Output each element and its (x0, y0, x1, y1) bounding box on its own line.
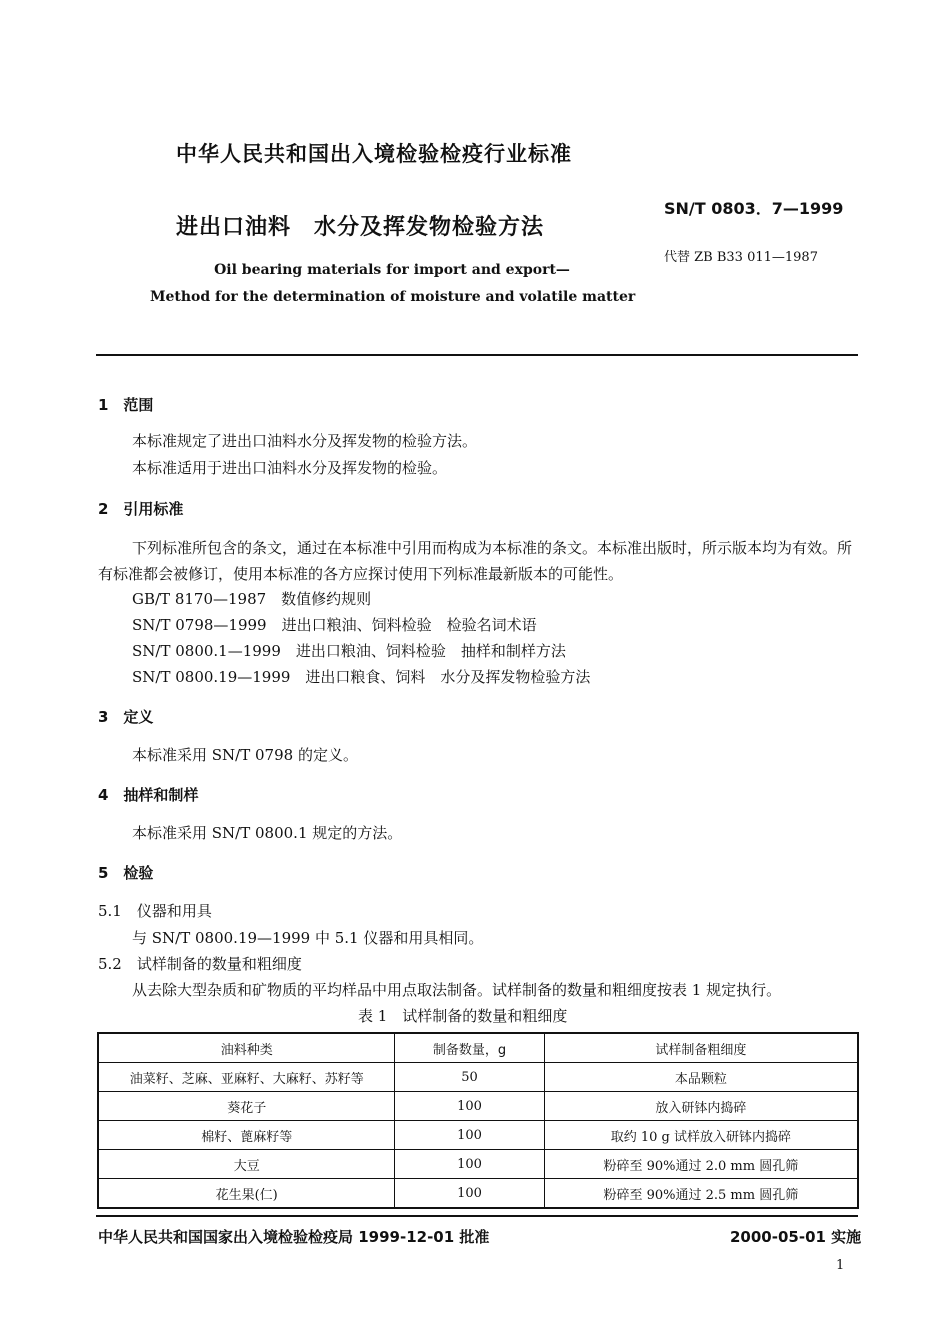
table-cell: 大豆 (98, 1150, 395, 1179)
table-cell: 100 (395, 1179, 544, 1209)
table-cell: 粉碎至 90%通过 2.0 mm 圆孔筛 (544, 1150, 858, 1179)
table-row (98, 1179, 858, 1209)
section-5-2-line: 从去除大型杂质和矿物质的平均样品中用点取法制备。试样制备的数量和粗细度按表 1 规定执行。 (132, 981, 782, 999)
section-5-heading: 5 检验 (98, 864, 154, 882)
section-2-paragraph: 下列标准所包含的条文，通过在本标准中引用而构成为本标准的条文。本标准出版时，所示版本均为有效。所有标准都会被修订，使用本标准的各方应探讨使用下列标准最新版本的可能性。 (98, 539, 853, 583)
table-cell: 100 (395, 1121, 544, 1150)
section-5-1-heading: 5.1 仪器和用具 (98, 902, 212, 920)
table-row (98, 1092, 858, 1121)
reference-1: GB/T 8170—1987 数值修约规则 (132, 590, 372, 608)
section-3-heading: 3 定义 (98, 708, 154, 726)
section-4-heading: 4 抽样和制样 (98, 786, 199, 804)
table-cell: 本品颗粒 (544, 1063, 858, 1092)
section-4-line: 本标准采用 SN/T 0800.1 规定的方法。 (132, 824, 403, 842)
table-header-row (98, 1033, 858, 1063)
table-header-cell: 油料种类 (98, 1033, 395, 1063)
section-1-line-2: 本标准适用于进出口油料水分及挥发物的检验。 (132, 459, 448, 477)
table-cell: 取约 10 g 试样放入研钵内捣碎 (544, 1121, 858, 1150)
table-cell: 葵花子 (98, 1092, 395, 1121)
document-title-en-line1: Oil bearing materials for import and export— (214, 262, 570, 278)
header-divider (96, 354, 858, 356)
section-5-2-heading: 5.2 试样制备的数量和粗细度 (98, 955, 302, 973)
footer-divider (96, 1215, 858, 1217)
table-cell: 油菜籽、芝麻、亚麻籽、大麻籽、苏籽等 (98, 1063, 395, 1092)
table-caption: 表 1 试样制备的数量和粗细度 (358, 1007, 568, 1025)
reference-2: SN/T 0798—1999 进出口粮油、饲料检验 检验名词术语 (132, 616, 537, 634)
table-header-cell: 制备数量，g (395, 1033, 544, 1063)
implementation-date: 2000-05-01 实施 (730, 1228, 862, 1246)
standard-code: SN/T 0803．7—1999 (664, 199, 844, 218)
table-cell: 50 (395, 1063, 544, 1092)
table-cell: 花生果(仁) (98, 1179, 395, 1209)
table-cell: 放入研钵内捣碎 (544, 1092, 858, 1121)
section-5-1-line: 与 SN/T 0800.19—1999 中 5.1 仪器和用具相同。 (132, 929, 484, 947)
document-title-en-line2: Method for the determination of moisture and volatile matter (150, 289, 636, 305)
section-1-line-1: 本标准规定了进出口油料水分及挥发物的检验方法。 (132, 432, 478, 450)
table-cell: 100 (395, 1150, 544, 1179)
table-header-cell: 试样制备粗细度 (544, 1033, 858, 1063)
table-row (98, 1150, 858, 1179)
standard-category: 中华人民共和国出入境检验检疫行业标准 (176, 142, 572, 166)
reference-3: SN/T 0800.1—1999 进出口粮油、饲料检验 抽样和制样方法 (132, 642, 566, 660)
table-row (98, 1063, 858, 1092)
document-title-cn: 进出口油料 水分及挥发物检验方法 (176, 215, 545, 240)
page-number: 1 (836, 1258, 845, 1273)
reference-4: SN/T 0800.19—1999 进出口粮食、饲料 水分及挥发物检验方法 (132, 668, 591, 686)
sample-prep-table (97, 1032, 859, 1209)
section-2-heading: 2 引用标准 (98, 500, 184, 518)
table-row (98, 1121, 858, 1150)
approval-line: 中华人民共和国国家出入境检验检疫局 1999-12-01 批准 (98, 1228, 490, 1246)
section-3-line: 本标准采用 SN/T 0798 的定义。 (132, 746, 358, 764)
section-1-heading: 1 范围 (98, 396, 154, 414)
table-cell: 粉碎至 90%通过 2.5 mm 圆孔筛 (544, 1179, 858, 1209)
table-cell: 100 (395, 1092, 544, 1121)
replaces-standard: 代替 ZB B33 011—1987 (664, 250, 818, 265)
table-cell: 棉籽、蓖麻籽等 (98, 1121, 395, 1150)
